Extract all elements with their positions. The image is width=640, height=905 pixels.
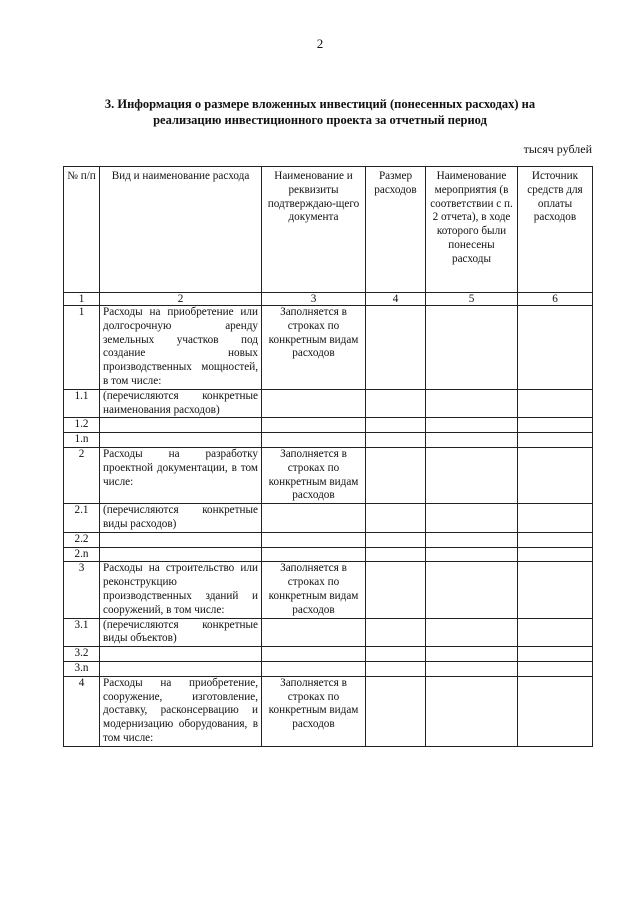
cell-number: 3.1 [64, 618, 100, 647]
table-row [64, 418, 593, 433]
cell-number: 4 [64, 676, 100, 746]
cell-activity [426, 447, 518, 503]
cell-document [262, 547, 366, 562]
cell-document [262, 661, 366, 676]
cell-number: 3 [64, 562, 100, 618]
cell-source [518, 547, 593, 562]
cell-amount [366, 618, 426, 647]
cell-amount [366, 418, 426, 433]
cell-number: 3.2 [64, 647, 100, 662]
cell-source [518, 618, 593, 647]
cell-activity [426, 661, 518, 676]
cell-number: 2 [64, 447, 100, 503]
cell-source [518, 532, 593, 547]
cell-number: 1.1 [64, 389, 100, 418]
cell-expense-description: Расходы на разработку проектной документации, в том числе: [100, 447, 262, 503]
cell-amount [366, 389, 426, 418]
page-number: 2 [316, 36, 324, 51]
section-heading-line-2: реализацию инвестиционного проекта за отчетный период [153, 113, 487, 127]
cell-number: 1 [64, 306, 100, 390]
section-heading-line-1: 3. Информация о размере вложенных инвестиций (понесенных расходах) на [104, 97, 536, 111]
cell-activity [426, 418, 518, 433]
cell-expense-description: Расходы на строительство или реконструкцию производственных зданий и сооружений, в том числе: [100, 562, 262, 618]
cell-amount [366, 562, 426, 618]
cell-expense-description [100, 532, 262, 547]
column-index-cell: 1 [64, 293, 100, 306]
cell-source [518, 504, 593, 533]
cell-document [262, 418, 366, 433]
cell-activity [426, 676, 518, 746]
cell-source [518, 306, 593, 390]
header-expense-type: Вид и наименование расхода [100, 167, 262, 293]
cell-amount [366, 306, 426, 390]
cell-source [518, 447, 593, 503]
table-row [64, 562, 593, 618]
cell-source [518, 418, 593, 433]
table-row [64, 433, 593, 448]
cell-amount [366, 447, 426, 503]
cell-amount [366, 676, 426, 746]
cell-amount [366, 647, 426, 662]
cell-activity [426, 532, 518, 547]
cell-source [518, 661, 593, 676]
table-header-row [64, 167, 593, 293]
cell-document: Заполняется в строках по конкретным видам расходов [262, 306, 366, 390]
cell-expense-description [100, 661, 262, 676]
cell-number: 2.n [64, 547, 100, 562]
cell-expense-description: (перечисляются конкретные виды объектов) [100, 618, 262, 647]
cell-activity [426, 547, 518, 562]
cell-source [518, 389, 593, 418]
cell-document [262, 647, 366, 662]
cell-activity [426, 306, 518, 390]
cell-expense-description: Расходы на приобретение, сооружение, изготовление, доставку, расконсервацию и модернизацию оборудования, в том числе: [100, 676, 262, 746]
cell-amount [366, 433, 426, 448]
column-index-cell: 6 [518, 293, 593, 306]
cell-activity [426, 618, 518, 647]
units-label: тысяч рублей [523, 142, 592, 156]
cell-expense-description: (перечисляются конкретные наименования расходов) [100, 389, 262, 418]
cell-source [518, 433, 593, 448]
cell-source [518, 562, 593, 618]
cell-number: 2.2 [64, 532, 100, 547]
header-source: Источник средств для оплаты расходов [518, 167, 593, 293]
cell-amount [366, 504, 426, 533]
table-row [64, 504, 593, 533]
cell-activity [426, 647, 518, 662]
cell-amount [366, 661, 426, 676]
cell-expense-description: (перечисляются конкретные виды расходов) [100, 504, 262, 533]
cell-activity [426, 504, 518, 533]
cell-expense-description [100, 433, 262, 448]
cell-document [262, 389, 366, 418]
column-index-row [64, 293, 593, 306]
cell-source [518, 676, 593, 746]
cell-expense-description [100, 647, 262, 662]
cell-document [262, 532, 366, 547]
section-heading [60, 96, 580, 128]
table-row [64, 532, 593, 547]
cell-document: Заполняется в строках по конкретным видам расходов [262, 676, 366, 746]
cell-document [262, 504, 366, 533]
header-number: № п/п [64, 167, 100, 293]
cell-amount [366, 547, 426, 562]
table-row [64, 547, 593, 562]
table-row [64, 447, 593, 503]
column-index-cell: 5 [426, 293, 518, 306]
cell-document: Заполняется в строках по конкретным видам расходов [262, 447, 366, 503]
cell-document [262, 433, 366, 448]
column-index-cell: 2 [100, 293, 262, 306]
cell-document [262, 618, 366, 647]
cell-amount [366, 532, 426, 547]
table-row [64, 647, 593, 662]
table-row [64, 661, 593, 676]
cell-number: 1.2 [64, 418, 100, 433]
column-index-cell: 3 [262, 293, 366, 306]
cell-source [518, 647, 593, 662]
column-index-cell: 4 [366, 293, 426, 306]
cell-number: 3.n [64, 661, 100, 676]
cell-document: Заполняется в строках по конкретным видам расходов [262, 562, 366, 618]
header-document: Наименование и реквизиты подтверждаю-щего документа [262, 167, 366, 293]
cell-number: 1.n [64, 433, 100, 448]
investment-table [63, 166, 593, 747]
cell-expense-description: Расходы на приобретение или долгосрочную аренду земельных участков под создание новых производственных мощностей, в том числе: [100, 306, 262, 390]
table-row [64, 389, 593, 418]
cell-expense-description [100, 547, 262, 562]
cell-number: 2.1 [64, 504, 100, 533]
header-activity: Наименование мероприятия (в соответствии с п. 2 отчета), в ходе которого были понесены расходы [426, 167, 518, 293]
table-row [64, 676, 593, 746]
table-row [64, 306, 593, 390]
table-row [64, 618, 593, 647]
cell-activity [426, 562, 518, 618]
cell-expense-description [100, 418, 262, 433]
cell-activity [426, 389, 518, 418]
cell-activity [426, 433, 518, 448]
header-amount: Размер расходов [366, 167, 426, 293]
